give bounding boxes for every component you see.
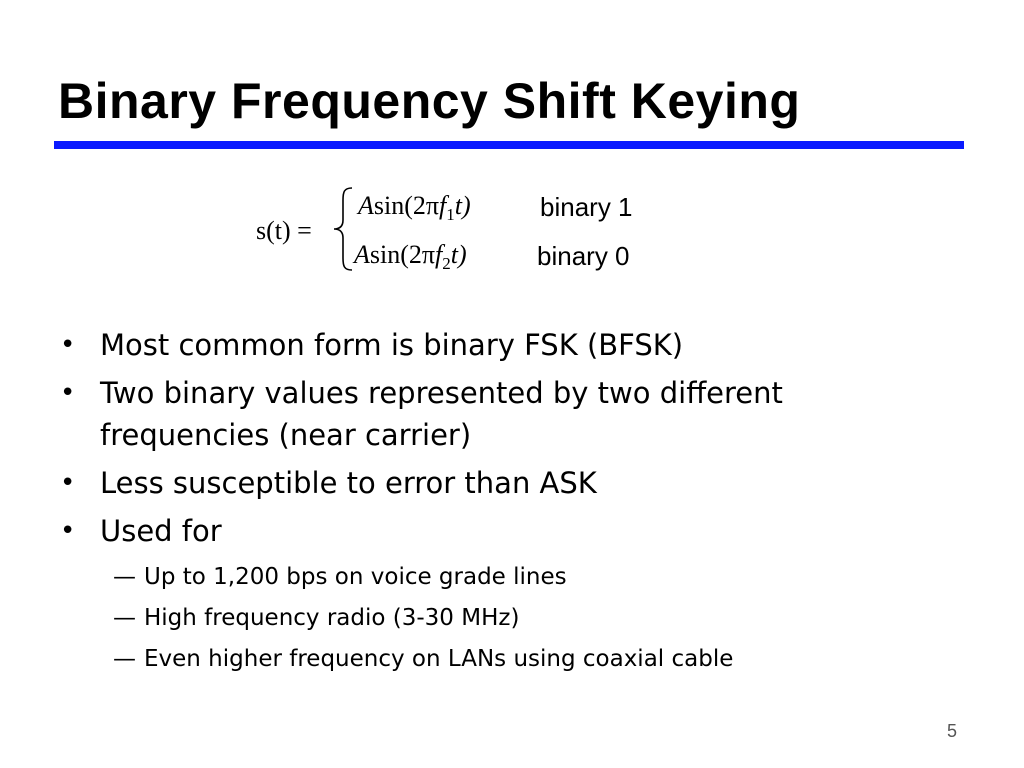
formula-condition-1: binary 1 [540, 192, 633, 222]
left-brace-icon [332, 186, 354, 272]
case-2-subscript: 2 [442, 254, 451, 273]
bullet-dot-icon: • [60, 516, 76, 546]
case-2-tail: t) [450, 240, 467, 269]
case-2-variable: f [435, 240, 443, 269]
sub-bullet-text: High frequency radio (3-30 MHz) [144, 605, 520, 631]
case-2-amplitude: A [354, 240, 370, 269]
bullet-list [58, 324, 958, 681]
sub-bullet-dash-icon: — [113, 564, 136, 590]
sub-bullet-item [58, 640, 958, 678]
sub-bullet-text: Up to 1,200 bps on voice grade lines [144, 564, 567, 590]
formula-case-1 [358, 191, 471, 224]
bullet-item [58, 372, 958, 456]
bullet-item [58, 462, 958, 504]
sub-bullet-dash-icon: — [113, 605, 136, 631]
bullet-item [58, 324, 958, 366]
bullet-dot-icon: • [60, 468, 76, 498]
bullet-text: Used for [100, 514, 222, 548]
bullet-dot-icon: • [60, 378, 76, 408]
sub-bullet-text: Even higher frequency on LANs using coaxial cable [144, 646, 734, 672]
bullet-text: Two binary values represented by two different frequencies (near carrier) [100, 376, 783, 452]
sub-bullet-item [58, 599, 958, 637]
sub-bullet-item [58, 558, 958, 596]
bullet-text: Less susceptible to error than ASK [100, 466, 597, 500]
page-number: 5 [946, 721, 957, 741]
fsk-formula [0, 0, 1024, 300]
case-1-tail: t) [454, 191, 471, 220]
case-1-amplitude: A [358, 191, 374, 220]
sub-bullet-dash-icon: — [113, 646, 136, 672]
bullet-dot-icon: • [60, 330, 76, 360]
slide-title: Binary Frequency Shift Keying [58, 73, 801, 129]
bullet-text: Most common form is binary FSK (BFSK) [100, 328, 684, 362]
case-1-function: sin(2π [373, 191, 440, 220]
case-1-subscript: 1 [446, 205, 455, 224]
case-1-variable: f [439, 191, 447, 220]
formula-lhs: s(t) = [256, 216, 312, 245]
bullet-item [58, 510, 958, 552]
formula-condition-2: binary 0 [537, 241, 630, 271]
case-2-function: sin(2π [369, 240, 436, 269]
formula-case-2 [354, 240, 467, 273]
